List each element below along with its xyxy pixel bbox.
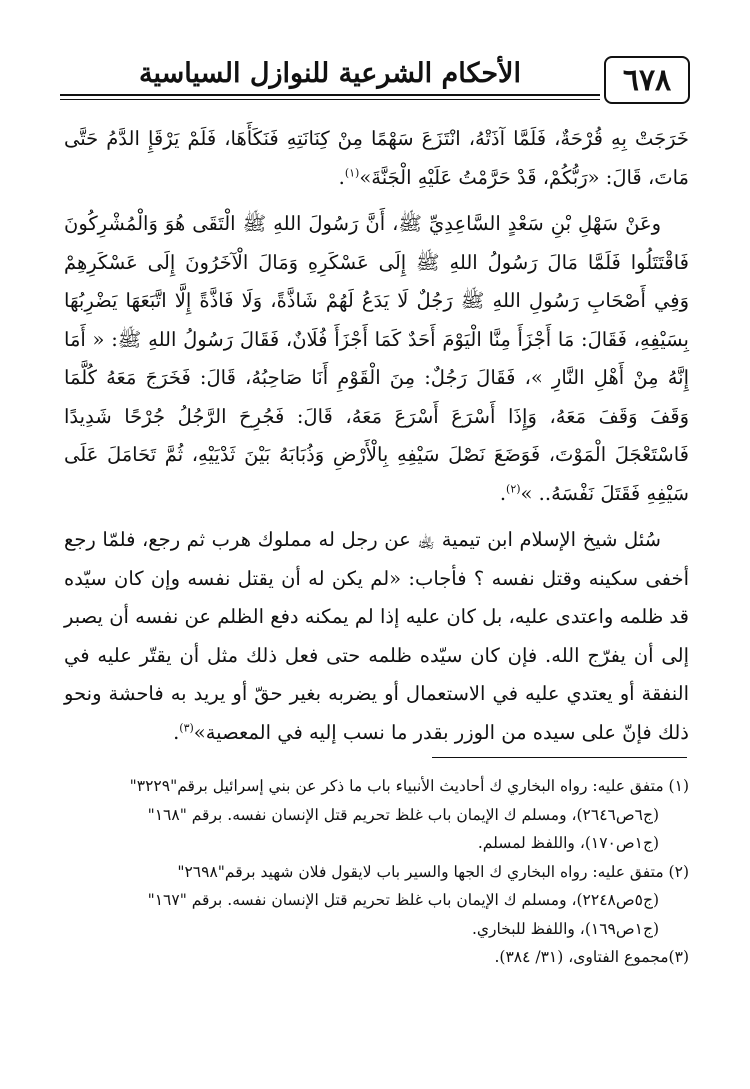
footnote-2-line-1: (٢) متفق عليه: رواه البخاري ك الجها والسير باب لايقول فلان شهيد برقم"٢٦٩٨" bbox=[177, 862, 689, 881]
footnote-1-line-1: (١) متفق عليه: رواه البخاري ك أحاديث الأنبياء باب ما ذكر عن بني إسرائيل برقم"٣٢٢٩" bbox=[129, 777, 689, 795]
header-rule bbox=[60, 94, 600, 96]
paragraph-fatwa bbox=[64, 521, 689, 752]
hadith-2-text: وعَنْ سَهْلِ بْنِ سَعْدٍ السَّاعِدِيِّ ﷺ، أَنَّ رَسُولَ اللهِ ﷺ الْتَقَى هُوَ وَالْمُشْرِكُونَ فَاقْتَتَلُوا فَلَمَّا مَالَ رَسُولُ اللهِ ﷺ إِلَى عَسْكَرِهِ وَمَالَ الْآخَرُونَ إِلَى عَسْكَرِهِمْ وَفِي أَصْحَابِ رَسُولِ اللهِ ﷺ رَجُلٌ لَا يَدَعُ لَهُمْ شَاذَّةً، وَلَا فَاذَّةً إِلَّا اتَّبَعَهَا يَضْرِبُهَا بِسَيْفِهِ، فَقَالَ: مَا أَجْزَأَ مِنَّا الْيَوْمَ أَحَدٌ كَمَا أَجْزَأَ فُلَانٌ، فَقَالَ رَسُولُ اللهِ ﷺ: « أَمَا إِنَّهُ مِنْ أَهْلِ النَّارِ »، فَقَالَ رَجُلٌ: مِنَ الْقَوْمِ أَنَا صَاحِبُهُ، قَالَ: فَخَرَجَ مَعَهُ كُلَّمَا وَقَفَ وَقَفَ مَعَهُ، وَإِذَا أَسْرَعَ أَسْرَعَ مَعَهُ، قَالَ: فَجُرِحَ الرَّجُلُ جُرْحًا شَدِيدًا فَاسْتَعْجَلَ الْمَوْتَ، فَوَضَعَ نَصْلَ سَيْفِهِ بِالْأَرْضِ وَذُبَابَهُ بَيْنَ ثَدْيَيْهِ، ثُمَّ تَحَامَلَ عَلَى سَيْفِهِ فَقَتَلَ نَفْسَهُ.. » bbox=[64, 212, 689, 505]
page-header bbox=[60, 48, 690, 104]
footnote-1-line-2: (ج٦ص٢٦٤٦)، ومسلم ك الإيمان باب غلظ تحريم قتل الإنسان نفسه. برقم "١٦٨" bbox=[147, 805, 659, 824]
fatwa-end: . bbox=[173, 720, 180, 744]
footnote-ref-3: (٣) bbox=[179, 721, 194, 734]
header-rule-thin bbox=[60, 99, 600, 100]
book-title: الأحكام الشرعية للنوازل السياسية bbox=[139, 58, 521, 89]
footnote-ref-2: (٢) bbox=[506, 482, 521, 495]
paragraph-hadith-1: خَرَجَتْ بِهِ قُرْحَةٌ، فَلَمَّا آذَتْهُ، انْتَزَعَ سَهْمًا مِنْ كِنَانَتِهِ فَنَكَأَهَا، فَلَمْ يَرْقَإِ الدَّمُ حَتَّى مَاتَ، قَالَ: «رَبُّكُمْ، قَدْ حَرَّمْتُ عَلَيْهِ الْجَنَّةَ»$^{(١)}$. bbox=[64, 127, 689, 189]
fatwa-text: سُئل شيخ الإسلام ابن تيمية ﵀ عن رجل له مملوك هرب ثم رجع، فلمّا رجع أخفى سكينه وقتل نفسه ؟ فأجاب: «لم يكن له أن يقتل نفسه وإن كان سيّده قد ظلمه واعتدى عليه، بل كان عليه إذا لم يمكنه دفع الظلم عن نفسه أن يصبر إلى أن يفرّج الله. فإن كان سيّده ظلمه حتى فعل ذلك مثل أن يقتّر عليه في النفقة أو يعتدي عليه في الاستعمال أو يضربه بغير حقّ أو يريد به فاحشة ونحو ذلك فإنّ على سيده من الوزر بقدر ما نسب إليه في المعصية» bbox=[64, 528, 689, 744]
footnote-3-line-1: (٣)مجموع الفتاوى، (٣١/ ٣٨٤). bbox=[494, 948, 689, 966]
footnote-ref-1: (١) bbox=[344, 166, 360, 179]
main-text bbox=[64, 120, 689, 752]
footnote-separator bbox=[432, 757, 687, 758]
hadith-1-line-2: قَالَ: «رَبُّكُمْ، قَدْ حَرَّمْتُ عَلَيْهِ الْجَنَّةَ» bbox=[359, 165, 642, 189]
footnotes bbox=[64, 772, 689, 972]
hadith-2-end: . bbox=[499, 481, 507, 505]
hadith-1-line-1: خَرَجَتْ بِهِ قُرْحَةٌ، فَلَمَّا آذَتْهُ، انْتَزَعَ سَهْمًا مِنْ كِنَانَتِهِ فَنَكَأَهَا، فَلَمْ يَرْقَإِ الدَّمُ حَتَّى مَاتَ، bbox=[64, 127, 689, 189]
footnote-2-line-3: (ج١ص١٦٩)، واللفظ للبخاري. bbox=[471, 919, 659, 938]
footnote-2-line-2: (ج٥ص٢٢٤٨)، ومسلم ك الإيمان باب غلظ تحريم قتل الإنسان نفسه. برقم "١٦٧" bbox=[147, 891, 659, 909]
page-number: ٦٧٨ bbox=[604, 56, 690, 104]
paragraph-hadith-2 bbox=[64, 205, 689, 513]
footnote-1-line-3: (ج١ص١٧٠)، واللفظ لمسلم. bbox=[477, 834, 659, 852]
